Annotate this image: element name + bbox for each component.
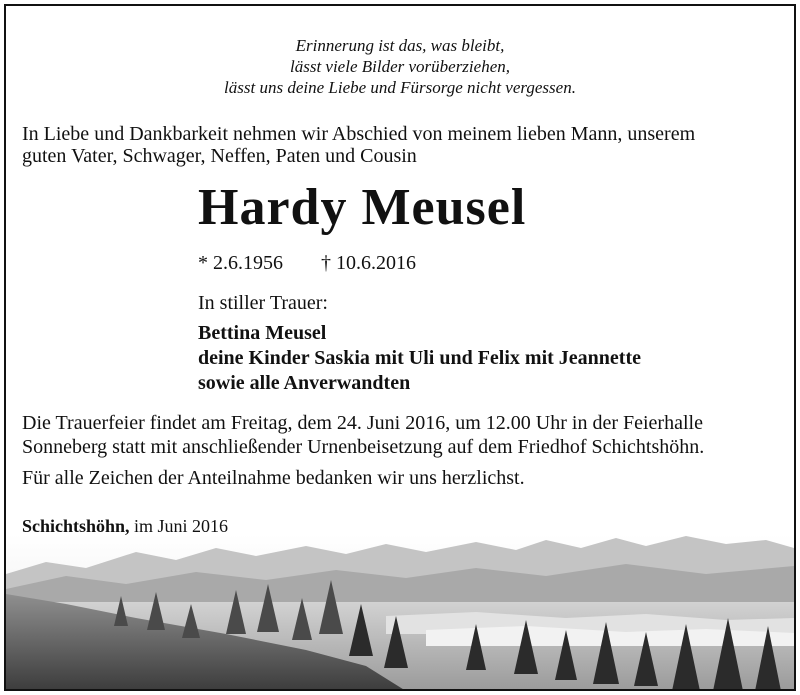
intro-line: In Liebe und Dankbarkeit nehmen wir Abschied von meinem lieben Mann, unserem	[22, 123, 696, 145]
funeral-details	[22, 411, 792, 459]
farewell-intro	[22, 123, 792, 167]
notice-date: im Juni 2016	[134, 516, 229, 536]
intro-line: guten Vater, Schwager, Neffen, Paten und Cousin	[22, 145, 417, 167]
memorial-poem	[6, 35, 794, 98]
poem-line: lässt viele Bilder vorüberziehen,	[289, 57, 510, 76]
mountain-landscape-image	[6, 534, 794, 691]
life-dates	[198, 251, 416, 275]
poem-line: Erinnerung ist das, was bleibt,	[295, 36, 505, 55]
obituary-notice	[4, 4, 796, 691]
ceremony-line: Die Trauerfeier findet am Freitag, dem 24. Juni 2016, um 12.00 Uhr in der Feierhalle	[22, 412, 703, 434]
mourners-list	[198, 321, 641, 396]
place-name: Schichtshöhn,	[22, 516, 130, 536]
deceased-name: Hardy Meusel	[198, 179, 527, 236]
mourner-line: deine Kinder Saskia mit Uli und Felix mit Jeannette	[198, 347, 641, 369]
death-date: † 10.6.2016	[321, 252, 416, 274]
birth-date: * 2.6.1956	[198, 252, 283, 274]
mourner-line: sowie alle Anverwandten	[198, 372, 411, 394]
place-and-date	[22, 515, 228, 537]
mourner-line: Bettina Meusel	[198, 322, 327, 344]
mourners-label: In stiller Trauer:	[198, 292, 328, 314]
poem-line: lässt uns deine Liebe und Fürsorge nicht vergessen.	[224, 78, 576, 97]
ceremony-line: Sonneberg statt mit anschließender Urnenbeisetzung auf dem Friedhof Schichtshöhn.	[22, 436, 705, 458]
thanks-note: Für alle Zeichen der Anteilnahme bedanken wir uns herzlichst.	[22, 467, 525, 489]
